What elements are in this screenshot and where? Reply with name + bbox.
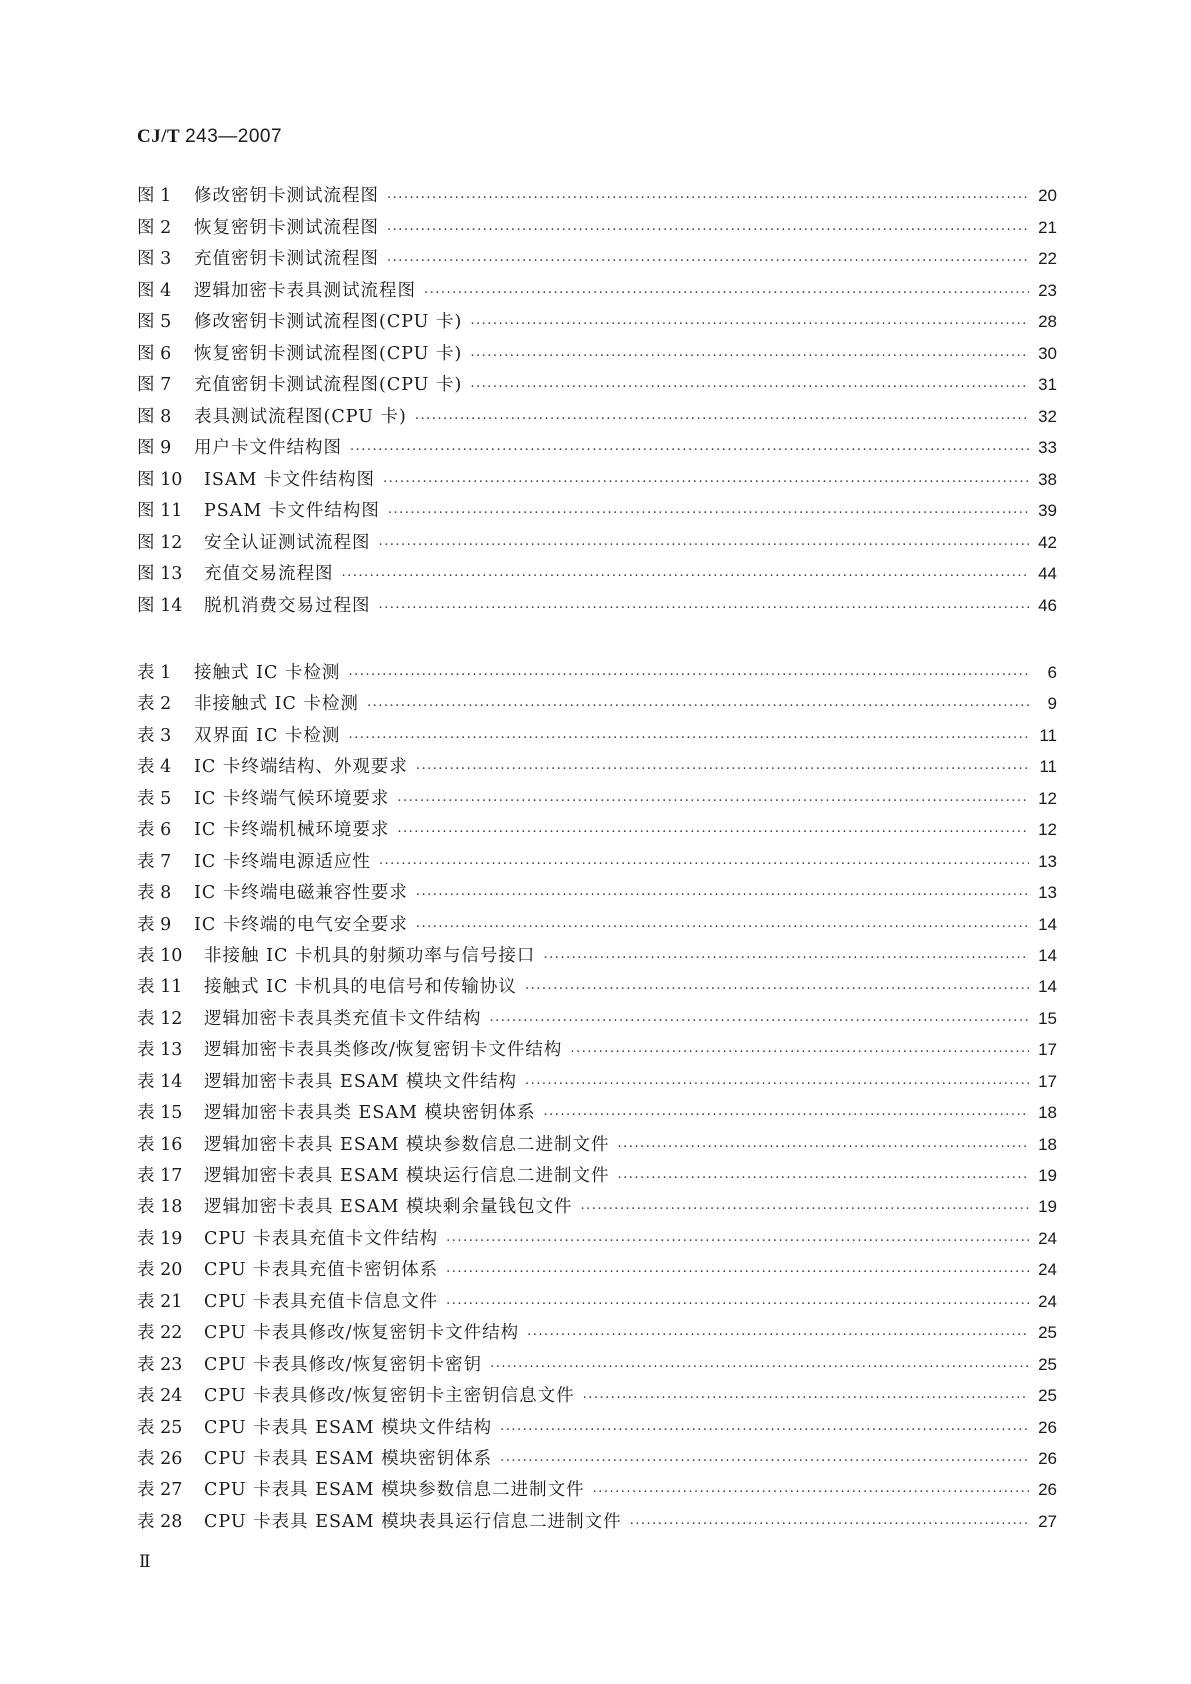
dot-leader: [500, 1411, 1029, 1442]
standard-number: 243—2007: [185, 126, 283, 147]
dot-leader: [446, 1253, 1029, 1284]
table-entry[interactable]: [137, 783, 1057, 814]
entry-title: IC 卡终端电磁兼容性要求: [194, 883, 408, 904]
entry-page-number: 11: [1039, 725, 1057, 745]
figure-entry[interactable]: [137, 369, 1057, 401]
standard-prefix: CJ/T: [137, 126, 180, 147]
figure-entry[interactable]: [137, 306, 1057, 338]
table-entry[interactable]: [137, 1380, 1057, 1411]
entry-label: 表 15: [137, 1103, 183, 1124]
table-entry[interactable]: [137, 940, 1057, 971]
entry-label: 图 7: [137, 375, 172, 395]
entry-title: 充值密钥卡测试流程图(CPU 卡): [194, 375, 463, 395]
entry-label: 图 2: [137, 217, 172, 238]
dot-leader: [527, 1316, 1029, 1347]
entry-title: IC 卡终端结构、外观要求: [194, 757, 408, 778]
figure-entry[interactable]: [137, 527, 1057, 559]
figure-entry[interactable]: [137, 212, 1057, 244]
entry-label: 表 1: [137, 663, 172, 683]
entry-page-number: 18: [1038, 1134, 1057, 1154]
entry-label: 图 9: [137, 438, 172, 458]
entry-label: 表 7: [137, 851, 172, 872]
entry-page-number: 44: [1038, 564, 1057, 583]
entry-page-number: 39: [1038, 501, 1057, 520]
dot-leader: [470, 305, 1029, 337]
dot-leader: [525, 1065, 1029, 1096]
entry-title: 修改密钥卡测试流程图(CPU 卡): [194, 312, 463, 332]
table-entry[interactable]: [137, 1129, 1057, 1160]
entry-page-number: 13: [1038, 883, 1057, 903]
entry-page-number: 21: [1038, 217, 1057, 237]
entry-label: 图 11: [137, 501, 183, 521]
entry-page-number: 12: [1038, 788, 1057, 808]
dot-leader: [387, 242, 1029, 274]
entry-label: 表 8: [137, 883, 172, 904]
document-code: [137, 126, 282, 148]
entry-page-number: 26: [1038, 1417, 1057, 1437]
entry-page-number: 13: [1038, 851, 1057, 871]
dot-leader: [397, 813, 1029, 844]
figure-entry[interactable]: [137, 432, 1057, 464]
entry-label: 表 4: [137, 757, 172, 778]
entry-title: 接触式 IC 卡机具的电信号和传输协议: [204, 977, 517, 998]
dot-leader: [397, 782, 1029, 813]
table-entry[interactable]: [137, 1286, 1057, 1317]
figure-entry[interactable]: [137, 243, 1057, 275]
entry-label: 表 20: [137, 1260, 183, 1281]
entry-page-number: 17: [1038, 1040, 1057, 1060]
entry-label: 表 11: [137, 977, 183, 998]
table-entry[interactable]: [137, 1349, 1057, 1380]
dot-leader: [617, 1128, 1029, 1159]
table-entry[interactable]: [137, 1034, 1057, 1065]
dot-leader: [470, 368, 1029, 400]
entry-label: 表 14: [137, 1071, 183, 1092]
figure-entry[interactable]: [137, 401, 1057, 433]
entry-title: 逻辑加密卡表具 ESAM 模块参数信息二进制文件: [204, 1134, 610, 1155]
table-entry[interactable]: [137, 909, 1057, 940]
entry-label: 图 12: [137, 532, 183, 553]
entry-page-number: 46: [1038, 595, 1057, 615]
entry-page-number: 25: [1038, 1323, 1057, 1343]
entry-title: 安全认证测试流程图: [204, 532, 371, 553]
entry-title: CPU 卡表具修改/恢复密钥卡密钥: [204, 1354, 483, 1375]
entry-label: 表 10: [137, 945, 183, 966]
table-list: [137, 657, 1057, 1537]
entry-label: 图 4: [137, 280, 172, 301]
dot-leader: [543, 1096, 1029, 1127]
entry-label: 表 3: [137, 725, 172, 746]
entry-label: 表 6: [137, 820, 172, 841]
entry-title: 逻辑加密卡表具 ESAM 模块剩余量钱包文件: [204, 1197, 573, 1218]
entry-label: 表 13: [137, 1040, 183, 1061]
entry-title: 逻辑加密卡表具 ESAM 模块运行信息二进制文件: [204, 1166, 610, 1186]
entry-page-number: 17: [1038, 1071, 1057, 1091]
entry-title: CPU 卡表具充值卡密钥体系: [204, 1260, 439, 1281]
figure-entry[interactable]: [137, 558, 1057, 590]
entry-page-number: 38: [1038, 469, 1057, 489]
entry-title: 接触式 IC 卡检测: [194, 663, 341, 683]
dot-leader: [617, 1159, 1029, 1190]
entry-page-number: 26: [1038, 1448, 1057, 1468]
table-entry[interactable]: [137, 1443, 1057, 1474]
entry-title: 充值交易流程图: [204, 564, 334, 584]
entry-label: 图 13: [137, 564, 183, 584]
table-entry[interactable]: [137, 657, 1057, 688]
entry-label: 图 1: [137, 186, 172, 206]
dot-leader: [490, 1002, 1030, 1033]
entry-label: 图 10: [137, 469, 183, 490]
dot-leader: [416, 750, 1029, 781]
entry-title: IC 卡终端的电气安全要求: [194, 914, 408, 935]
entry-label: 表 28: [137, 1511, 183, 1532]
entry-title: 表具测试流程图(CPU 卡): [194, 406, 407, 427]
entry-page-number: 33: [1038, 438, 1057, 457]
entry-page-number: 28: [1038, 312, 1057, 331]
entry-page-number: 14: [1038, 977, 1057, 997]
table-entry[interactable]: [137, 1066, 1057, 1097]
entry-title: IC 卡终端气候环境要求: [194, 788, 390, 809]
table-entry[interactable]: [137, 1191, 1057, 1222]
dot-leader: [379, 526, 1030, 558]
table-entry[interactable]: [137, 688, 1057, 719]
table-entry[interactable]: [137, 1254, 1057, 1285]
entry-label: 表 21: [137, 1291, 183, 1312]
entry-label: 表 23: [137, 1354, 183, 1375]
entry-title: 逻辑加密卡表具测试流程图: [194, 280, 416, 301]
dot-leader: [446, 1222, 1029, 1253]
entry-label: 表 24: [137, 1386, 183, 1407]
table-entry[interactable]: [137, 1003, 1057, 1034]
entry-label: 表 9: [137, 914, 172, 935]
entry-title: CPU 卡表具修改/恢复密钥卡主密钥信息文件: [204, 1386, 575, 1407]
dot-leader: [543, 939, 1029, 970]
entry-label: 表 17: [137, 1166, 183, 1186]
entry-label: 表 27: [137, 1480, 183, 1501]
dot-leader: [387, 179, 1029, 211]
dot-leader: [348, 719, 1029, 750]
figure-entry[interactable]: [137, 180, 1057, 212]
entry-label: 图 14: [137, 595, 183, 616]
entry-title: 非接触 IC 卡机具的射频功率与信号接口: [204, 945, 536, 966]
entry-page-number: 18: [1038, 1103, 1057, 1123]
entry-page-number: 24: [1038, 1228, 1057, 1248]
entry-label: 图 8: [137, 406, 172, 427]
dot-leader: [630, 1505, 1029, 1536]
entry-page-number: 23: [1038, 280, 1057, 300]
entry-label: 图 6: [137, 343, 172, 364]
entry-title: 恢复密钥卡测试流程图(CPU 卡): [194, 343, 463, 364]
table-entry[interactable]: [137, 1474, 1057, 1505]
entry-page-number: 26: [1038, 1480, 1057, 1500]
dot-leader: [379, 589, 1030, 621]
entry-title: ISAM 卡文件结构图: [204, 469, 376, 490]
entry-title: 充值密钥卡测试流程图: [194, 249, 379, 269]
entry-page-number: 25: [1038, 1386, 1057, 1406]
dot-leader: [525, 970, 1029, 1001]
dot-leader: [348, 656, 1029, 687]
entry-label: 图 3: [137, 249, 172, 269]
entry-page-number: 22: [1038, 249, 1057, 268]
entry-label: 表 5: [137, 788, 172, 809]
entry-label: 表 19: [137, 1228, 183, 1249]
table-entry[interactable]: [137, 751, 1057, 782]
table-entry[interactable]: [137, 1506, 1057, 1537]
figure-entry[interactable]: [137, 495, 1057, 527]
entry-page-number: 15: [1038, 1008, 1057, 1028]
entry-title: CPU 卡表具 ESAM 模块表具运行信息二进制文件: [204, 1511, 622, 1532]
entry-title: 修改密钥卡测试流程图: [194, 186, 379, 206]
table-entry[interactable]: [137, 1223, 1057, 1254]
dot-leader: [593, 1473, 1029, 1504]
entry-page-number: 24: [1038, 1291, 1057, 1311]
entry-title: CPU 卡表具充值卡文件结构: [204, 1228, 439, 1249]
dot-leader: [570, 1033, 1029, 1064]
entry-label: 表 26: [137, 1448, 183, 1469]
entry-title: CPU 卡表具 ESAM 模块参数信息二进制文件: [204, 1480, 585, 1501]
entry-page-number: 19: [1038, 1166, 1057, 1185]
entry-page-number: 24: [1038, 1260, 1057, 1280]
entry-title: 逻辑加密卡表具类 ESAM 模块密钥体系: [204, 1103, 536, 1124]
table-entry[interactable]: [137, 1160, 1057, 1191]
table-entry[interactable]: [137, 814, 1057, 845]
dot-leader: [388, 494, 1029, 526]
table-entry[interactable]: [137, 720, 1057, 751]
dot-leader: [424, 274, 1029, 306]
dot-leader: [416, 908, 1029, 939]
dot-leader: [350, 431, 1029, 463]
dot-leader: [415, 400, 1029, 432]
entry-page-number: 11: [1039, 757, 1057, 777]
entry-label: 表 22: [137, 1323, 183, 1344]
dot-leader: [416, 876, 1029, 907]
entry-page-number: 20: [1038, 186, 1057, 205]
entry-title: CPU 卡表具充值卡信息文件: [204, 1291, 439, 1312]
entry-title: IC 卡终端电源适应性: [194, 851, 371, 872]
entry-title: PSAM 卡文件结构图: [204, 501, 380, 521]
dot-leader: [490, 1348, 1029, 1379]
dot-leader: [580, 1190, 1029, 1221]
entry-label: 表 2: [137, 694, 172, 715]
entry-page-number: 9: [1047, 694, 1057, 714]
entry-label: 表 16: [137, 1134, 183, 1155]
entry-label: 表 12: [137, 1008, 183, 1029]
entry-page-number: 30: [1038, 343, 1057, 363]
entry-title: 用户卡文件结构图: [194, 438, 342, 458]
entry-title: CPU 卡表具 ESAM 模块文件结构: [204, 1417, 493, 1438]
entry-label: 表 18: [137, 1197, 183, 1218]
entry-title: 恢复密钥卡测试流程图: [194, 217, 379, 238]
table-entry[interactable]: [137, 877, 1057, 908]
entry-page-number: 6: [1047, 663, 1057, 682]
entry-label: 图 5: [137, 312, 172, 332]
entry-page-number: 25: [1038, 1354, 1057, 1374]
entry-title: IC 卡终端机械环境要求: [194, 820, 390, 841]
dot-leader: [387, 211, 1029, 243]
page-number: Ⅱ: [139, 1552, 151, 1571]
dot-leader: [583, 1379, 1029, 1410]
table-entry[interactable]: [137, 846, 1057, 877]
entry-title: 逻辑加密卡表具类修改/恢复密钥卡文件结构: [204, 1040, 563, 1061]
dot-leader: [470, 337, 1029, 369]
entry-page-number: 32: [1038, 406, 1057, 426]
entry-label: 表 25: [137, 1417, 183, 1438]
table-entry[interactable]: [137, 1317, 1057, 1348]
dot-leader: [342, 557, 1030, 589]
figure-entry[interactable]: [137, 464, 1057, 496]
entry-page-number: 42: [1038, 532, 1057, 552]
entry-page-number: 19: [1038, 1197, 1057, 1217]
figure-entry[interactable]: [137, 275, 1057, 307]
entry-page-number: 14: [1038, 945, 1057, 965]
table-entry[interactable]: [137, 1412, 1057, 1443]
entry-title: 逻辑加密卡表具类充值卡文件结构: [204, 1008, 482, 1029]
entry-title: 逻辑加密卡表具 ESAM 模块文件结构: [204, 1071, 517, 1092]
entry-page-number: 31: [1038, 375, 1057, 394]
table-entry[interactable]: [137, 1097, 1057, 1128]
figure-entry[interactable]: [137, 338, 1057, 370]
figure-list: [137, 180, 1057, 621]
figure-entry[interactable]: [137, 590, 1057, 622]
dot-leader: [500, 1442, 1029, 1473]
dot-leader: [383, 463, 1029, 495]
entry-title: 脱机消费交易过程图: [204, 595, 371, 616]
dot-leader: [446, 1285, 1029, 1316]
entry-title: 非接触式 IC 卡检测: [194, 694, 359, 715]
dot-leader: [367, 687, 1029, 718]
entry-page-number: 12: [1038, 820, 1057, 840]
entry-title: CPU 卡表具 ESAM 模块密钥体系: [204, 1448, 493, 1469]
entry-title: 双界面 IC 卡检测: [194, 725, 341, 746]
entry-title: CPU 卡表具修改/恢复密钥卡文件结构: [204, 1323, 520, 1344]
entry-page-number: 27: [1038, 1511, 1057, 1531]
table-entry[interactable]: [137, 971, 1057, 1002]
entry-page-number: 14: [1038, 914, 1057, 934]
dot-leader: [379, 845, 1029, 876]
